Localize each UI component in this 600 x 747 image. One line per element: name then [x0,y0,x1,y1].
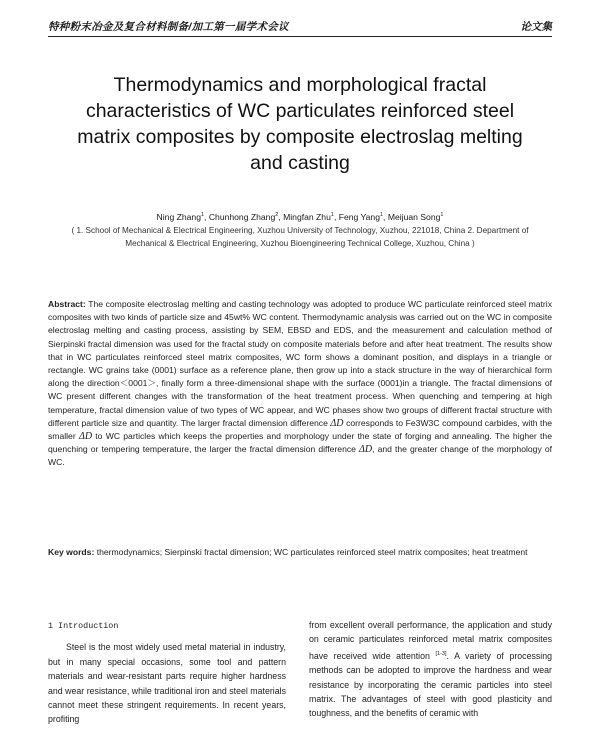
delta-d-symbol: ΔD [330,417,344,429]
abstract-text: The composite electroslag melting and casting technology was adopted to produce WC particulate reinforced steel matrix composites with two kinds of particle size and 45wt% WC content. Thermodynamic analysis was carried out on the WC in composite electroslag melting and casting process, assisting by SEM, EBSD and EDS, and the measurement and calculation method of Sierpinski fractal dimension was used for the fractal study on composite materials before and after heat treatment. The results show that in WC particulates reinforced steel matrix composites, WC form shows a dominant position, and displays in a triangle or rectangle. WC grains take (0001) surface as a reference plane, then grow up into a stack structure in the way of hierarchical form along the direction＜0001＞, finally form a three-dimensional shape with the surface (0001)in a triangle. The fractal dimensions of WC present different changes with the transformation of the heat treatment process. When quenching and tempering at high temperature, fractal dimension value of two types of WC appear, and WC phases show two groups of different fractal structure with different particle size and quantity. The larger fractal dimension difference [48,299,552,428]
header-section: 论文集 [520,21,552,33]
keywords-text: thermodynamics; Sierpinski fractal dimension; WC particulates reinforced steel matrix composites; heat treatment [94,547,528,557]
body-column-left [48,619,286,727]
keywords [48,546,552,559]
header-conference: 特种粉末冶金及复合材料制备/加工第一届学术会议 [48,21,289,33]
citation-ref: [1-3] [435,650,447,657]
abstract-label: Abstract: [48,299,86,309]
body-paragraph: . A variety of processing methods can be adopted to improve the hardness and wear resistance by incorporating the ceramic particles into steel matrix. The advantages of steel with good plasticity and toughness, and the benefits of ceramic with [309,650,552,719]
author: Feng Yang$^1$ [338,212,384,222]
author: Mingfan Zhu$^1$ [283,212,334,222]
author-list: Ning Zhang$^1$, Chunhong Zhang$^2$, Mingfan Zhu$^1$, Feng Yang$^1$, Meijuan Song$^1$ [156,212,444,222]
abstract-text: to WC particles which keeps the properties and morphology under the state of forging and annealing. The higher the quenching or tempering temperature, the larger the fractal dimension difference [48,431,552,455]
running-header [48,18,552,37]
paper-title: Thermodynamics and morphological fractal characteristics of WC particulates reinforced steel matrix composites by composite electroslag melting and casting [77,74,523,174]
abstract-text: corresponds to Fe3W3C compound carbides, with the smaller [48,417,553,442]
author: Meijuan Song$^1$ [387,212,444,222]
abstract-text: , and the greater change of the morphology of WC. [48,444,552,468]
delta-d-symbol: ΔD [359,444,373,456]
section-heading: 1 Introduction [48,621,119,631]
author: Ning Zhang$^1$ [156,212,205,222]
body-paragraph: Steel is the most widely used metal material in industry, but in many special occasions, some tool and pattern materials and wear-resistant parts require higher hardness and wear resistance, while traditional iron and steel materials cannot meet these stringent requirements. In recent years, profiting [48,642,286,725]
body-column-right [309,618,552,721]
abstract [48,298,552,470]
body-paragraph: from excellent overall performance, the application and study on ceramic particulates reinforced metal matrix composites have received wide attention [309,620,552,661]
author: Chunhong Zhang$^2$ [208,212,279,222]
delta-d-symbol: ΔD [78,431,93,443]
affiliations: ( 1. School of Mechanical & Electrical Engineering, Xuzhou University of Technology, Xuzhou, 221018, China 2. Department of Mechanical & Electrical Engineering, Xuzhou Bioengineering Technical College, Xuzhou, China ) [71,226,529,248]
keywords-label: Key words: [48,547,95,557]
